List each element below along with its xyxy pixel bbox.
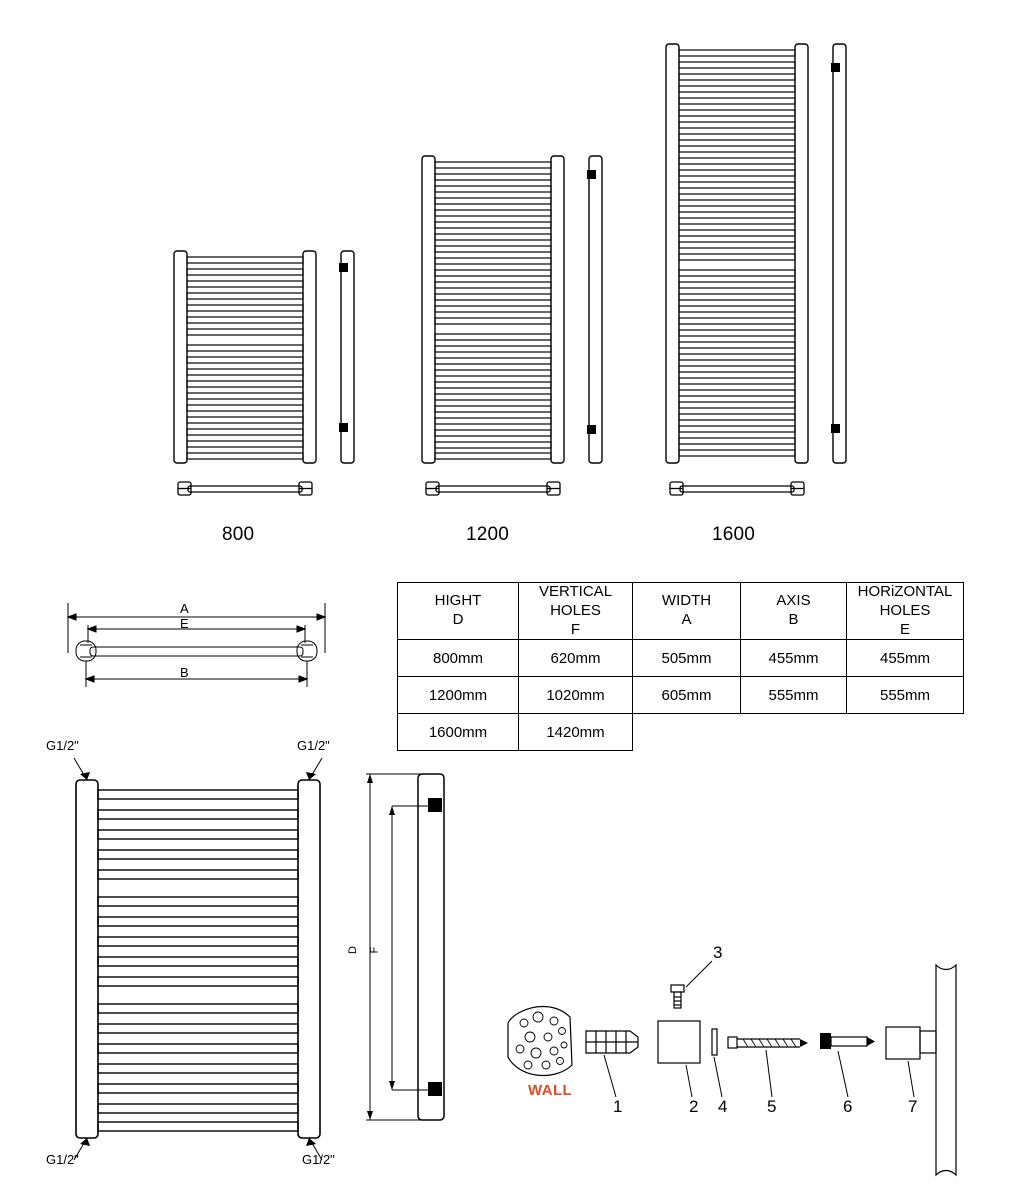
header-hight: HIGHT D xyxy=(398,583,519,640)
table-row xyxy=(398,677,964,714)
wall-label: WALL xyxy=(528,1082,573,1099)
connector-label-top-right: G1/2" xyxy=(297,738,330,753)
radiator-front-1600 xyxy=(662,38,812,470)
radiator-side-800 xyxy=(337,245,363,470)
connector-label-top-left: G1/2" xyxy=(46,738,79,753)
top-view-label-a: A xyxy=(180,601,189,616)
cell-axis-800: 455mm xyxy=(741,640,847,677)
radiator-front-800 xyxy=(170,245,320,470)
radiator-front-large xyxy=(70,770,330,1150)
part-number-1: 1 xyxy=(613,1097,623,1116)
table-row xyxy=(398,640,964,677)
header-vertical-holes: VERTICAL HOLES F xyxy=(519,583,633,640)
radiator-front-1200 xyxy=(418,150,568,470)
radiator-side-1200 xyxy=(585,150,611,470)
side-view-label-d: D xyxy=(346,946,359,954)
side-view-label-f: F xyxy=(368,946,381,954)
header-width: WIDTH A xyxy=(633,583,741,640)
table-row xyxy=(398,714,964,751)
cell-vholes-800: 620mm xyxy=(519,640,633,677)
radiator-base-1200 xyxy=(418,478,568,500)
cell-vholes-1600: 1420mm xyxy=(519,714,633,751)
top-view-label-e: E xyxy=(180,616,189,631)
part-number-2: 2 xyxy=(689,1097,699,1116)
connector-label-bottom-right: G1/2" xyxy=(302,1152,335,1167)
header-horizontal-holes: HORiZONTAL HOLES E xyxy=(847,583,964,640)
radiator-base-800 xyxy=(170,478,320,500)
connector-label-bottom-left: G1/2" xyxy=(46,1152,79,1167)
part-number-5: 5 xyxy=(767,1097,777,1116)
table-header-row xyxy=(398,583,964,640)
cell-axis-1200: 555mm xyxy=(741,677,847,714)
cell-vholes-1200: 1020mm xyxy=(519,677,633,714)
part-number-7: 7 xyxy=(908,1097,918,1116)
cell-width-800: 505mm xyxy=(633,640,741,677)
top-view-label-b: B xyxy=(180,665,189,680)
cell-hight-1200: 1200mm xyxy=(398,677,519,714)
variant-label-1200: 1200 xyxy=(466,524,510,545)
part-number-6: 6 xyxy=(843,1097,853,1116)
part-number-3: 3 xyxy=(713,943,723,962)
cell-axis-1600 xyxy=(741,714,847,751)
cell-hholes-1200: 555mm xyxy=(847,677,964,714)
cell-width-1600 xyxy=(633,714,741,751)
specification-table xyxy=(397,582,964,751)
cell-hholes-800: 455mm xyxy=(847,640,964,677)
top-view-dimensions xyxy=(60,595,340,720)
header-axis: AXIS B xyxy=(741,583,847,640)
variant-label-800: 800 xyxy=(222,524,255,545)
cell-width-1200: 605mm xyxy=(633,677,741,714)
radiator-side-1600 xyxy=(829,38,855,470)
fixing-kit-exploded-view xyxy=(500,945,970,1180)
cell-hight-1600: 1600mm xyxy=(398,714,519,751)
cell-hight-800: 800mm xyxy=(398,640,519,677)
variant-label-1600: 1600 xyxy=(712,524,756,545)
cell-hholes-1600 xyxy=(847,714,964,751)
radiator-base-1600 xyxy=(662,478,812,500)
part-number-4: 4 xyxy=(718,1097,728,1116)
